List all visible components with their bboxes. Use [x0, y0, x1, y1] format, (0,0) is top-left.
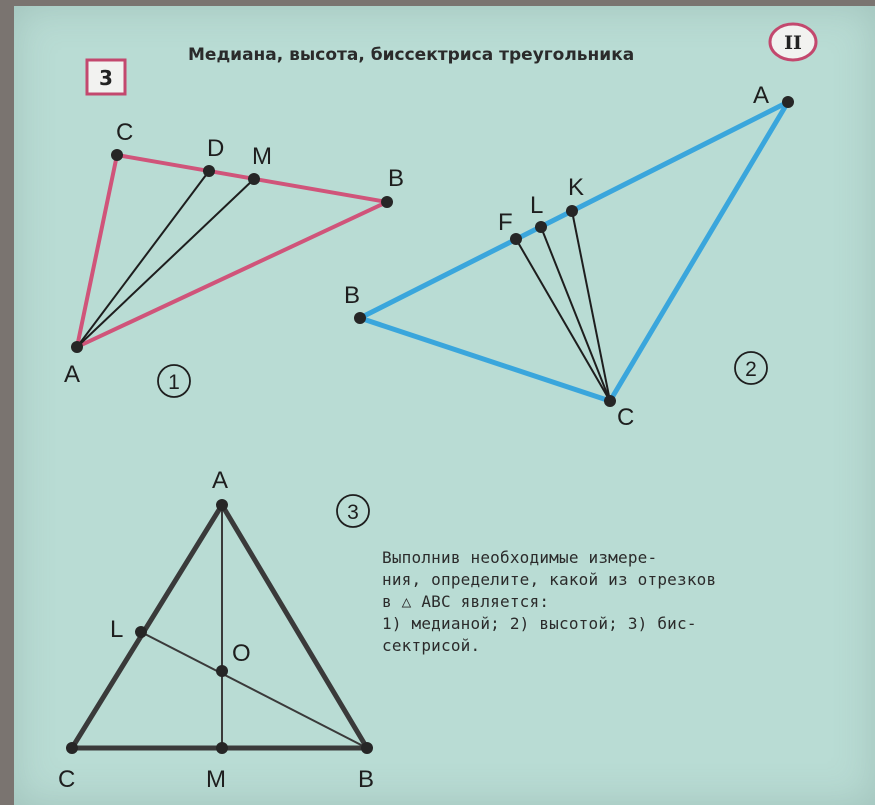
task-number-text: 3 [99, 66, 113, 90]
page-title: Медиана, высота, биссектриса треугольника [188, 45, 635, 65]
fig1-point-B [381, 196, 393, 208]
fig2-segment-CK [572, 211, 610, 401]
fig1-label-B: B [388, 165, 405, 192]
fig2-point-K [566, 205, 578, 217]
task-text [382, 547, 812, 657]
fig3-number: 3 [347, 501, 359, 524]
fig3-point-O [216, 665, 228, 677]
fig3-point-C [66, 742, 78, 754]
header [87, 24, 816, 94]
fig2-segment-CL [541, 227, 610, 401]
fig1-label-A: A [64, 361, 81, 388]
fig1-label-D: D [207, 135, 225, 162]
fig1-triangle [77, 155, 387, 347]
fig1-point-D [203, 165, 215, 177]
fig1-point-A [71, 341, 83, 353]
fig3-point-M [216, 742, 228, 754]
fig2-point-L [535, 221, 547, 233]
task-line-4: 1) медианой; 2) высотой; 3) бис- [382, 614, 697, 633]
chapter-number: II [784, 32, 802, 54]
fig2-label-K: K [568, 174, 585, 201]
fig3-point-A [216, 499, 228, 511]
fig3-label-C: C [58, 766, 76, 793]
figure-3 [58, 467, 374, 793]
fig3-label-A: A [212, 467, 229, 494]
fig1-label-C: C [116, 119, 134, 146]
fig2-label-A: A [753, 82, 770, 109]
task-line-1: Выполнив необходимые измере- [382, 548, 658, 567]
task-line-2: ния, определите, какой из отрезков [382, 570, 717, 589]
fig2-label-B: B [344, 282, 361, 309]
fig3-point-L [135, 626, 147, 638]
task-line-3: в △ АВС является: [382, 592, 550, 611]
fig2-label-L: L [530, 192, 544, 219]
fig2-point-B [354, 312, 366, 324]
fig2-triangle [360, 102, 788, 401]
fig2-label-C: C [617, 404, 635, 431]
fig1-segment-AM [77, 179, 254, 347]
fig1-point-M [248, 173, 260, 185]
fig2-point-A [782, 96, 794, 108]
fig1-label-M: M [252, 143, 272, 170]
fig3-label-O: O [232, 640, 251, 667]
task-line-5: сектрисой. [382, 636, 481, 655]
fig3-label-B: B [358, 766, 375, 793]
figure-1 [64, 119, 404, 397]
fig2-label-F: F [498, 209, 513, 236]
fig1-number: 1 [168, 371, 180, 394]
fig1-point-C [111, 149, 123, 161]
fig2-number: 2 [745, 358, 757, 381]
fig2-point-C [604, 395, 616, 407]
figure-2 [344, 82, 794, 431]
fig3-label-L: L [110, 616, 124, 643]
fig3-label-M: M [206, 766, 226, 793]
fig3-point-B [361, 742, 373, 754]
